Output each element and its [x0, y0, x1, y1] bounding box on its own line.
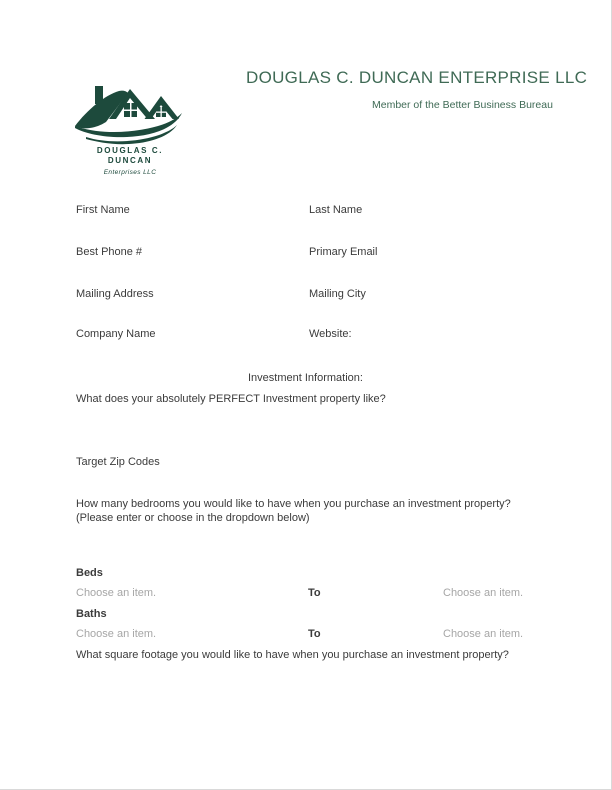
field-label-best-phone: Best Phone #: [76, 246, 143, 258]
field-label-target-zip-codes: Target Zip Codes: [76, 456, 160, 468]
company-title: DOUGLAS C. DUNCAN ENTERPRISE LLC: [246, 68, 588, 87]
field-label-website: Website:: [309, 328, 352, 340]
baths-max-dropdown[interactable]: Choose an item.: [443, 628, 524, 640]
house-logo-icon: [72, 84, 190, 146]
question-bedrooms: How many bedrooms you would like to have when you purchase an investment property?: [76, 498, 511, 510]
field-label-company-name: Company Name: [76, 328, 156, 340]
baths-label: Baths: [76, 608, 107, 620]
bbb-membership-tagline: Member of the Better Business Bureau: [372, 99, 553, 111]
logo-wordmark: [72, 146, 188, 176]
field-label-first-name: First Name: [76, 204, 130, 216]
baths-min-dropdown[interactable]: Choose an item.: [76, 628, 157, 640]
field-label-mailing-address: Mailing Address: [76, 288, 154, 300]
logo-name-line2: DUNCAN: [107, 156, 153, 165]
beds-range-to-label: To: [308, 587, 321, 599]
field-label-mailing-city: Mailing City: [309, 288, 366, 300]
field-label-primary-email: Primary Email: [309, 246, 378, 258]
baths-range-to-label: To: [308, 628, 321, 640]
logo-name-line3: Enterprises LLC: [103, 169, 157, 176]
field-label-last-name: Last Name: [309, 204, 363, 216]
beds-max-dropdown[interactable]: Choose an item.: [443, 587, 524, 599]
beds-min-dropdown[interactable]: Choose an item.: [76, 587, 157, 599]
bedrooms-dropdown-note: (Please enter or choose in the dropdown below): [76, 512, 310, 524]
question-square-footage: What square footage you would like to have when you purchase an investment property?: [76, 649, 509, 661]
beds-label: Beds: [76, 567, 103, 579]
logo-name-line1: DOUGLAS C.: [96, 146, 164, 155]
section-title-investment-information: Investment Information:: [248, 372, 363, 384]
question-perfect-property: What does your absolutely PERFECT Investment property like?: [76, 393, 386, 405]
